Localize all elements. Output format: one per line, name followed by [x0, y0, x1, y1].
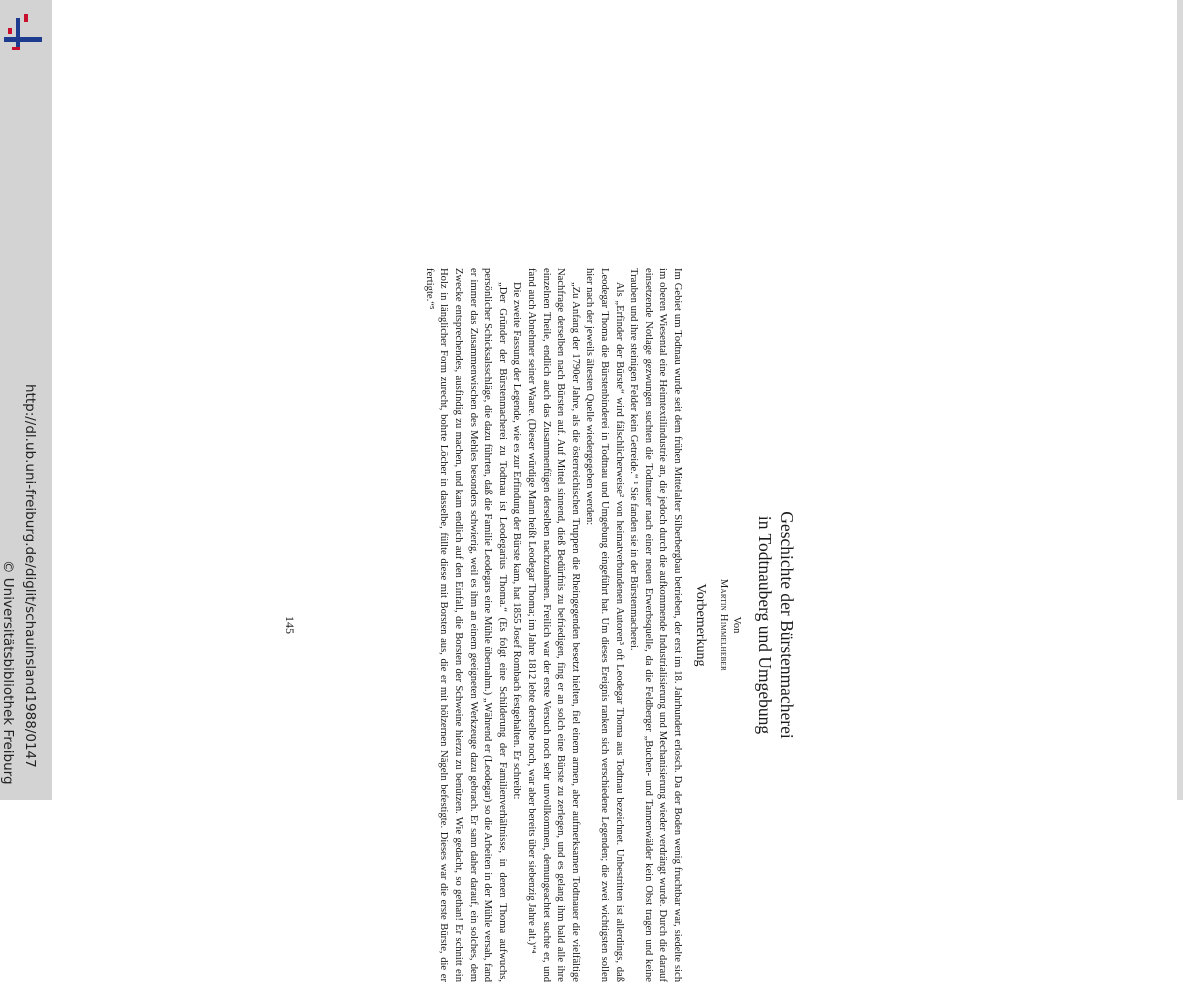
author-name: Martin Himmelheber	[718, 578, 729, 672]
paragraph: Die zweite Fassung der Legende, wie es zur Erfindung der Bürste kam, hat 1855 Josef Rombach festgehalten. Er schreibt:	[511, 282, 523, 800]
source-url[interactable]: http://dl.ub.uni-freiburg.de/diglit/schauinsland1988/0147	[22, 384, 38, 768]
document-page	[52, 0, 1183, 982]
section-heading: Vorbemerkung	[693, 583, 708, 667]
paragraph: Im Gebiet um Todtnau wurde seit dem frühen Mittelalter Silberbergbau betrieben, der erst im 18. Jahrhundert erlosch. Da der Boden wenig fruchtbar war, siedelte sich im oberen Wiesental eine Heimtextilindustrie an, die jedoch durch die aufkommende Industrialisierung und Mechanisierung wieder verdrängt wurde. Durch die darauf einsetzende Notlage gezwungen suchten die Todtnauer nach einer neuen Erwerbsquelle, da die Feldberger „Buchen- und Tannenwälder kein Obst tragen und keine Trauben und ihre steinigen Felder kein Getreide.“ ¹ Sie fanden sie in der Bürstenmacherei.	[628, 268, 683, 982]
paragraph: Als „Erfinder der Bürste“ wird fälschlicherweise² von heimatverbundenen Autoren³ oft Leodegar Thoma aus Todtnau bezeichnet. Unbestritten ist allerdings, daß Leodegar Thoma die Bürstenbinderei in Todtnau und Umgebung eingeführt hat. Um dieses Ereignis ranken sich verschiedene Legenden; die zwei wichtigsten sollen hier nach der jeweils ältesten Quelle wiedergegeben werden:	[584, 268, 625, 982]
page-scrollbar[interactable]	[1177, 0, 1183, 800]
paragraph: „Zu Anfang der 1790er Jahre, als die österreichischen Truppen die Rheingegenden besetzt hielten, fiel einem armen, aber aufmerksamen Todtnauer die vielfältige Nachfrage derselben nach Bürsten auf. Auf Mittel sinnend, dieß Bedürfnis zu befriedigen, fing er an solch eine Bürste zu zerlegen, und es gelang ihm bald alle ihre einzelnen Theile, endlich auch das Zusammenfügen derselben nachzuahmen. Freilich war der erste Versuch noch sehr unvollkommen, demungeachtet suchte er, und fand auch Abnehmer seiner Waare. (Dieser würdige Mann heißt Leodegar Thoma; im Jahre 1812 lebte derselbe noch, war aber bereits über siebenzig Jahre alt.)“⁴	[526, 268, 581, 982]
rotated-page-content	[283, 268, 798, 982]
title-line-1: Geschichte der Bürstenmacherei	[777, 511, 797, 739]
page-number: 145	[283, 616, 297, 634]
title-line-2: in Todtnauberg und Umgebung	[755, 515, 775, 735]
paragraph: „Der Gründer der Bürstenmacherei zu Todtnau ist Leodegarius Thoma.“ (Es folgt eine Schilderung der Familienverhältnisse, in denen Thoma aufwuchs, persönlicher Schicksalsschläge, die dazu führten, daß die Familie Leodegars eine Mühle übernahm.) „Während er (Leodegar) so die Arbeiten in der Mühle versah, fand er immer das Zusammenwischen des Mehles besonders schwierig, weil es ihm an einem geeigneten Werkzeuge dazu gebrach. Er sann daher darauf, ein solches, dem Zwecke entsprechendes, ausfindig zu machen, und kam endlich auf den Einfall, die Borsten der Schweine hierzu zu benützen. Wie gedacht, so gethan! Er schnitt ein Holz in länglicher Form zurecht, bohrte Löcher in dasselbe, füllte diese mit Borsten aus, die er mit hölzernen Nägeln befestigte. Dieses war die erste Bürste, die er fertigte.“⁵	[423, 268, 508, 982]
sidebar	[0, 0, 52, 800]
copyright-notice: © Universitätsbibliothek Freiburg	[0, 560, 16, 785]
byline-von: Von	[731, 616, 742, 634]
university-logo-icon	[2, 10, 44, 52]
